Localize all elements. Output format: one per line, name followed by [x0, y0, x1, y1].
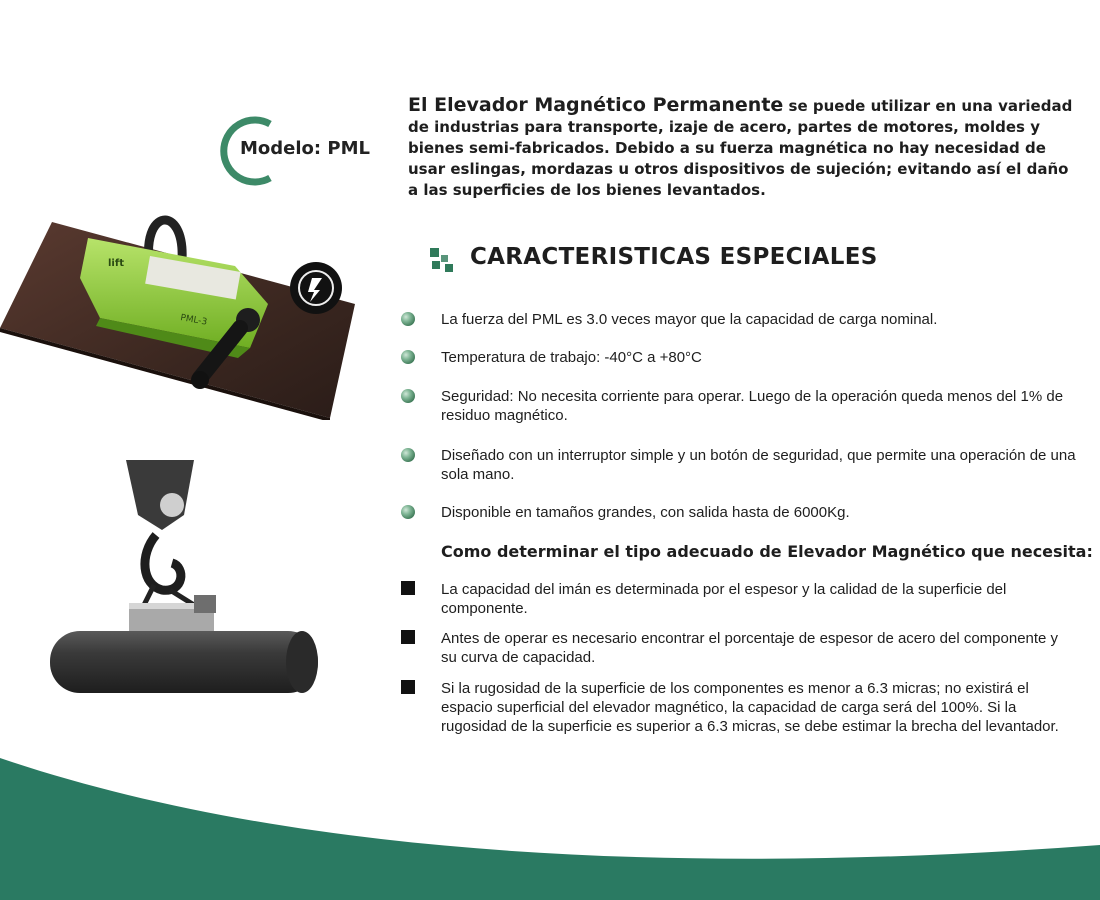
magnetic-lifter-holding-round-bar-image — [44, 455, 324, 700]
model-badge — [212, 116, 372, 186]
green-bullet-icon — [401, 448, 415, 462]
footer-wave — [0, 740, 1100, 900]
intro-lead: El Elevador Magnético Permanente — [408, 94, 784, 116]
black-square-bullet-icon — [401, 680, 415, 694]
how-to-text: Si la rugosidad de la superficie de los componentes es menor a 6.3 micras; no existirá el espacio superficial del elevador magnético, la capacidad de carga será del 100%. Si la rugosidad de la superficie es superior a 6.3 micras, se debe estimar la brecha del levantador. — [441, 680, 1059, 735]
device-plate-text: PML-3 — [179, 313, 208, 328]
feature-text: La fuerza del PML es 3.0 veces mayor que la capacidad de carga nominal. — [441, 311, 938, 328]
black-square-bullet-icon — [401, 581, 415, 595]
black-square-bullet-icon — [401, 630, 415, 644]
green-bullet-icon — [401, 389, 415, 403]
model-label: Modelo: PML — [240, 138, 370, 159]
green-squares-icon — [430, 248, 454, 272]
how-to-text: La capacidad del imán es determinada por el espesor y la calidad de la superficie del componente. — [441, 581, 1007, 617]
feature-text: Diseñado con un interruptor simple y un botón de seguridad, que permite una operación de una sola mano. — [441, 447, 1076, 483]
feature-text: Temperatura de trabajo: -40°C a +80°C — [441, 349, 702, 366]
green-bullet-icon — [401, 350, 415, 364]
device-brand-logo: lift — [108, 258, 124, 269]
magnetic-lifter-on-steel-plate-image — [0, 208, 360, 420]
section-title: CARACTERISTICAS ESPECIALES — [470, 244, 878, 270]
green-bullet-icon — [401, 505, 415, 519]
intro-body: se puede utilizar en una variedad de industrias para transporte, izaje de acero, partes de motores, moldes y bienes semi-fabricados. Debido a su fuerza magnética no hay necesidad de usar eslingas, mordazas u otros dispositivos de sujeción; evitando así el daño a las superficies de los bienes levantados. — [408, 97, 1073, 199]
how-to-heading: Como determinar el tipo adecuado de Elevador Magnético que necesita: — [441, 542, 1093, 561]
feature-text: Seguridad: No necesita corriente para operar. Luego de la operación queda menos del 1% de residuo magnético. — [441, 388, 1064, 424]
how-to-text: Antes de operar es necesario encontrar el porcentaje de espesor de acero del componente y su curva de capacidad. — [441, 630, 1059, 666]
green-bullet-icon — [401, 312, 415, 326]
intro-paragraph — [408, 95, 1078, 201]
feature-text: Disponible en tamaños grandes, con salida hasta de 6000Kg. — [441, 504, 850, 521]
